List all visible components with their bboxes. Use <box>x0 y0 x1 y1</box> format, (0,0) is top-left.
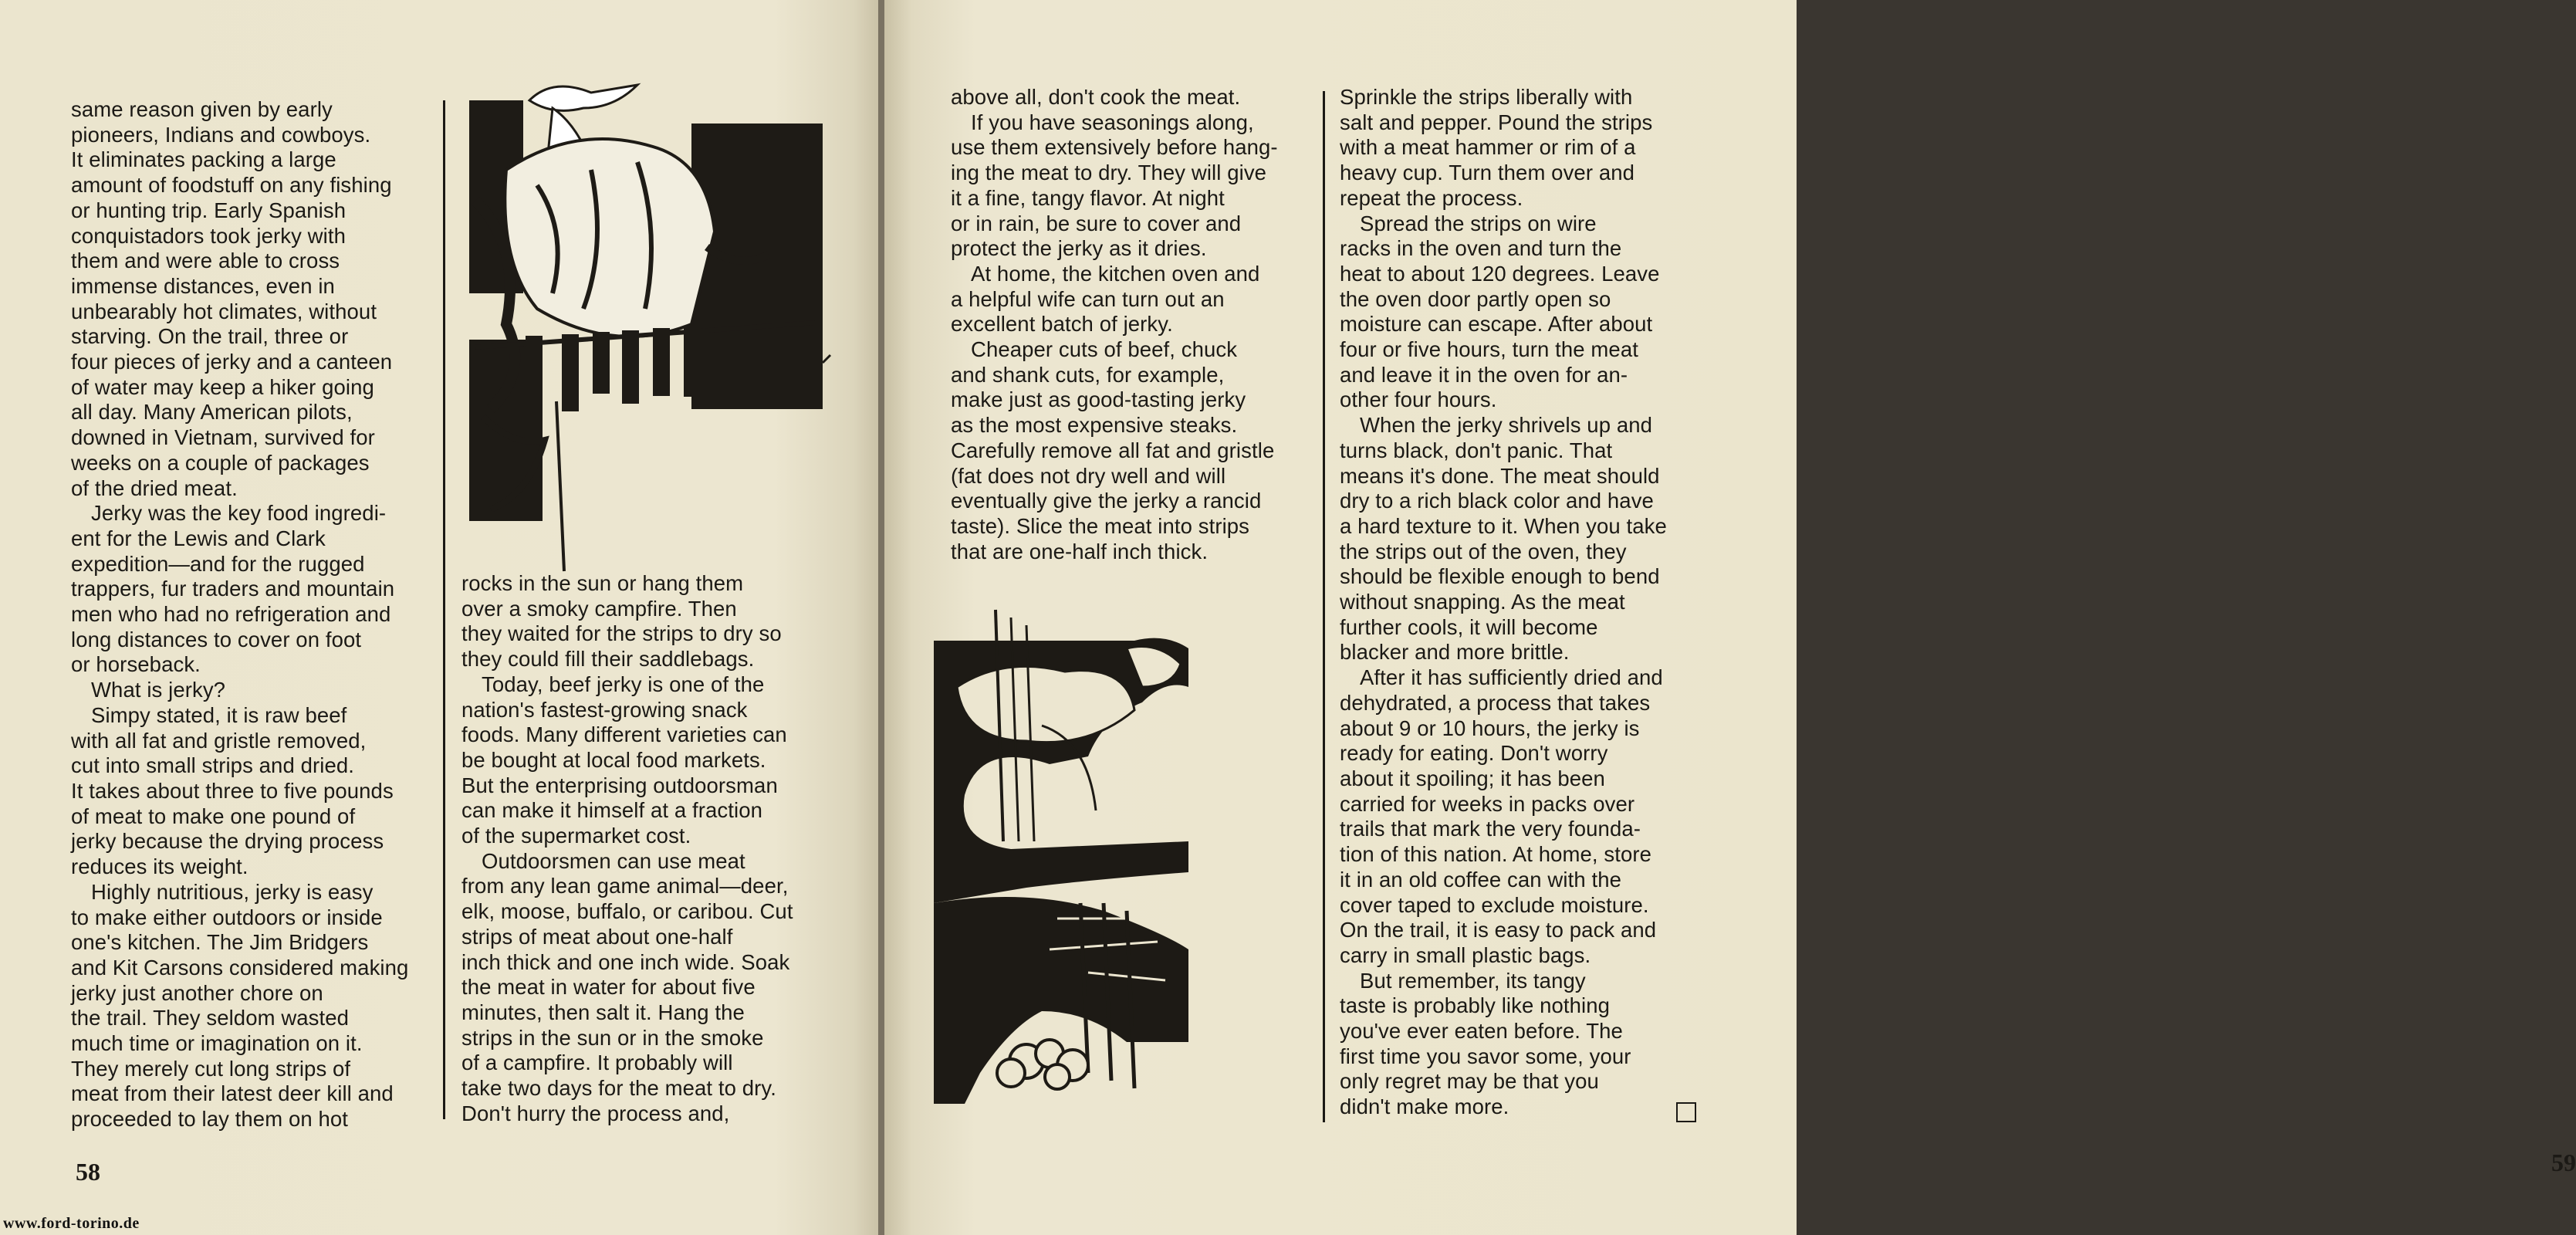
text-line: rocks in the sun or hang them <box>461 571 744 595</box>
text-line: about 9 or 10 hours, the jerky is <box>1340 716 1640 740</box>
text-line: It takes about three to five pounds <box>71 778 394 803</box>
column-divider-left <box>443 100 445 1119</box>
text-line: pioneers, Indians and cowboys. <box>71 122 371 147</box>
text-line: as the most expensive steaks. <box>951 413 1238 438</box>
text-line: nation's fastest-growing snack <box>461 697 748 722</box>
text-line: weeks on a couple of packages <box>71 450 370 475</box>
text-line: But the enterprising outdoorsman <box>461 773 778 797</box>
text-line: that are one-half inch thick. <box>951 539 1209 563</box>
text-line: If you have seasonings along, <box>971 110 1254 134</box>
text-line: Today, beef jerky is one of the <box>482 672 765 696</box>
text-line: reduces its weight. <box>71 854 248 879</box>
text-line: downed in Vietnam, survived for <box>71 425 375 450</box>
text-line: long distances to cover on foot <box>71 627 362 651</box>
text-line: cover taped to exclude moisture. <box>1340 892 1649 917</box>
text-line: other four hours. <box>1340 387 1497 412</box>
text-line: eventually give the jerky a rancid <box>951 489 1262 513</box>
text-line: further cools, it will become <box>1340 614 1598 639</box>
mountain-landscape-illustration <box>934 610 1304 1104</box>
text-line: without snapping. As the meat <box>1340 590 1625 614</box>
text-line: proceeded to lay them on hot <box>71 1107 349 1132</box>
text-line: elk, moose, buffalo, or caribou. Cut <box>461 899 793 924</box>
text-line: trails that mark the very founda- <box>1340 817 1641 841</box>
text-line: cut into small strips and dried. <box>71 753 354 778</box>
text-line: jerky because the drying process <box>71 829 384 854</box>
text-line: be bought at local food markets. <box>461 747 766 772</box>
text-line: expedition—and for the rugged <box>71 551 365 576</box>
text-line: or in rain, be sure to cover and <box>951 211 1242 235</box>
text-line: it in an old coffee can with the <box>1340 867 1622 892</box>
text-line: a hard texture to it. When you take <box>1340 513 1667 538</box>
text-line: of the supermarket cost. <box>461 824 691 848</box>
text-line: salt and pepper. Pound the strips <box>1340 110 1653 134</box>
text-line: take two days for the meat to dry. <box>461 1076 776 1101</box>
text-line: They merely cut long strips of <box>71 1056 351 1081</box>
text-line: strips of meat about one-half <box>461 924 733 949</box>
text-line: excellent batch of jerky. <box>951 312 1173 337</box>
left-column-2 <box>461 571 824 1126</box>
text-line: first time you savor some, your <box>1340 1044 1631 1068</box>
text-line: they could fill their saddlebags. <box>461 647 755 672</box>
page-number-right: 59 <box>2551 1149 2576 1176</box>
text-line: to make either outdoors or inside <box>71 905 383 929</box>
text-line: make just as good-tasting jerky <box>951 387 1246 412</box>
text-line: unbearably hot climates, without <box>71 299 377 323</box>
text-line: blacker and more brittle. <box>1340 640 1570 665</box>
text-line: But remember, its tangy <box>1360 968 1586 993</box>
text-line: On the trail, it is easy to pack and <box>1340 918 1657 942</box>
text-line: Highly nutritious, jerky is easy <box>91 879 374 904</box>
text-line: protect the jerky as it dries. <box>951 236 1207 261</box>
text-line: of the dried meat. <box>71 475 238 500</box>
text-line: Outdoorsmen can use meat <box>482 848 745 873</box>
text-line: or hunting trip. Early Spanish <box>71 198 347 222</box>
right-column-2 <box>1340 85 1726 1120</box>
text-line: ing the meat to dry. They will give <box>951 161 1267 185</box>
text-line: carried for weeks in packs over <box>1340 791 1635 816</box>
text-line: of water may keep a hiker going <box>71 374 374 399</box>
text-line: a helpful wife can turn out an <box>951 286 1225 311</box>
text-line: repeat the process. <box>1340 185 1523 210</box>
text-line: about it spoiling; it has been <box>1340 766 1605 790</box>
text-line: minutes, then salt it. Hang the <box>461 1000 745 1024</box>
text-line: the strips out of the oven, they <box>1340 539 1627 563</box>
text-line: it a fine, tangy flavor. At night <box>951 185 1225 210</box>
text-line: Cheaper cuts of beef, chuck <box>971 337 1238 362</box>
text-line: moisture can escape. After about <box>1340 312 1653 337</box>
text-line: heat to about 120 degrees. Leave <box>1340 261 1660 286</box>
text-line: of a campfire. It probably will <box>461 1051 733 1075</box>
text-line: use them extensively before hang- <box>951 135 1278 160</box>
text-line: amount of foodstuff on any fishing <box>71 173 392 198</box>
text-line: or horseback. <box>71 652 201 677</box>
text-line: racks in the oven and turn the <box>1340 236 1622 261</box>
watermark: www.ford-torino.de <box>3 1215 140 1232</box>
text-line: of meat to make one pound of <box>71 804 356 828</box>
text-line: dehydrated, a process that takes <box>1340 690 1651 715</box>
text-line: turns black, don't panic. That <box>1340 438 1613 462</box>
left-column-1 <box>71 97 441 1132</box>
column-divider-right <box>1323 91 1325 1122</box>
text-line: Don't hurry the process and, <box>461 1101 730 1125</box>
text-line: with a meat hammer or rim of a <box>1340 135 1636 160</box>
text-line: them and were able to cross <box>71 249 340 273</box>
text-line: can make it himself at a fraction <box>461 798 762 823</box>
text-line: the oven door partly open so <box>1340 286 1611 311</box>
text-line: means it's done. The meat should <box>1340 463 1660 488</box>
text-line: At home, the kitchen oven and <box>971 261 1260 286</box>
text-line: When the jerky shrivels up and <box>1360 413 1653 438</box>
text-line: taste is probably like nothing <box>1340 993 1611 1018</box>
text-line: above all, don't cook the meat. <box>951 85 1241 109</box>
text-line: meat from their latest deer kill and <box>71 1081 394 1106</box>
text-line: starving. On the trail, three or <box>71 324 349 349</box>
text-line: jerky just another chore on <box>71 980 323 1005</box>
text-line: strips in the sun or in the smoke <box>461 1025 764 1050</box>
text-line: conquistadors took jerky with <box>71 223 346 248</box>
left-page <box>0 0 880 1235</box>
text-line: from any lean game animal—deer, <box>461 874 789 898</box>
text-line: all day. Many American pilots, <box>71 400 353 425</box>
right-column-1 <box>951 85 1313 564</box>
text-line: same reason given by early <box>71 97 333 121</box>
text-line: one's kitchen. The Jim Bridgers <box>71 930 369 955</box>
text-line: dry to a rich black color and have <box>1340 489 1654 513</box>
text-line: ent for the Lewis and Clark <box>71 526 326 550</box>
text-line: taste). Slice the meat into strips <box>951 513 1250 538</box>
text-line: and shank cuts, for example, <box>951 362 1225 387</box>
text-line: (fat does not dry well and will <box>951 463 1226 488</box>
text-line: ready for eating. Don't worry <box>1340 741 1608 766</box>
text-line: inch thick and one inch wide. Soak <box>461 949 790 974</box>
text-line: trappers, fur traders and mountain <box>71 577 395 601</box>
text-line: tion of this nation. At home, store <box>1340 842 1652 867</box>
text-line: Spread the strips on wire <box>1360 211 1597 235</box>
text-line: the trail. They seldom wasted <box>71 1006 350 1030</box>
text-line: should be flexible enough to bend <box>1340 564 1660 589</box>
text-line: and Kit Carsons considered making <box>71 955 409 980</box>
text-line: much time or imagination on it. <box>71 1031 363 1056</box>
text-line: four pieces of jerky and a canteen <box>71 350 393 374</box>
text-line: you've ever eaten before. The <box>1340 1019 1623 1044</box>
text-line: carry in small plastic bags. <box>1340 942 1591 967</box>
text-line: Carefully remove all fat and gristle <box>951 438 1275 462</box>
text-line: didn't make more. <box>1340 1095 1509 1119</box>
text-line: the meat in water for about five <box>461 975 756 1000</box>
text-line: and leave it in the oven for an- <box>1340 362 1628 387</box>
text-line: What is jerky? <box>91 678 226 702</box>
text-line: heavy cup. Turn them over and <box>1340 161 1635 185</box>
text-line: Sprinkle the strips liberally with <box>1340 85 1633 109</box>
text-line: only regret may be that you <box>1340 1069 1599 1094</box>
end-of-article-mark <box>1676 1102 1696 1122</box>
text-line: Simpy stated, it is raw beef <box>91 702 347 727</box>
text-line: men who had no refrigeration and <box>71 602 391 627</box>
text-line: It eliminates packing a large <box>71 147 336 172</box>
text-line: they waited for the strips to dry so <box>461 621 782 646</box>
text-line: foods. Many different varieties can <box>461 722 787 747</box>
text-line: Jerky was the key food ingredi- <box>91 501 387 526</box>
right-page <box>884 0 2576 1235</box>
cowboy-drying-jerky-illustration <box>460 77 854 579</box>
text-line: After it has sufficiently dried and <box>1360 665 1663 690</box>
text-line: over a smoky campfire. Then <box>461 596 737 621</box>
text-line: immense distances, even in <box>71 273 335 298</box>
text-line: four or five hours, turn the meat <box>1340 337 1638 362</box>
page-number-left: 58 <box>76 1158 100 1186</box>
text-line: with all fat and gristle removed, <box>71 728 367 753</box>
